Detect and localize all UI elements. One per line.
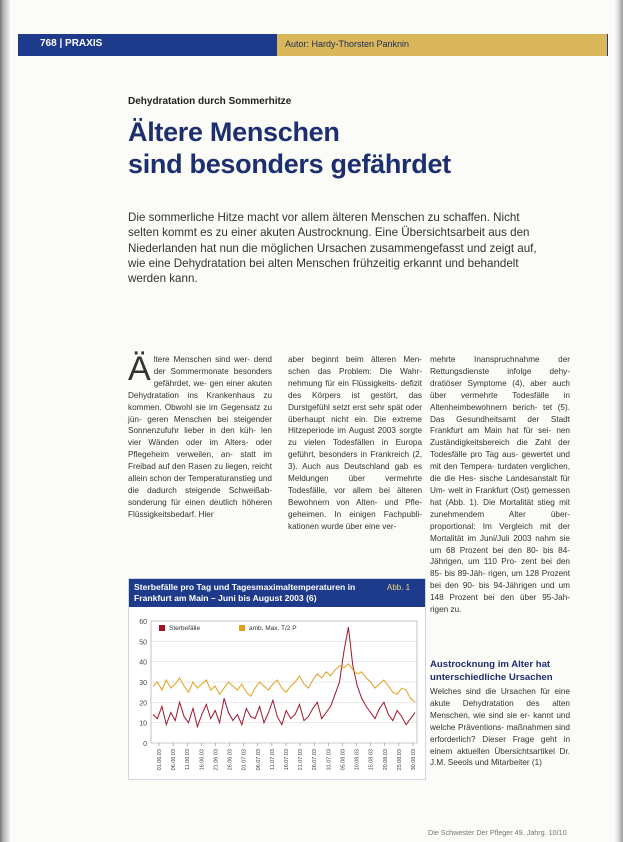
legend-swatch <box>159 625 165 631</box>
body-column-3: mehrte Inanspruchnahme der Rettungsdienste infolge dehy- dratiöser Symptome (4), aber auch über vermehrte Todesfälle in Altenheimbewohnern berich- tet (5). Das Gesundheitsamt der Stadt Frankfurt am Main hat für sei- nen Zuständigkeitsbereich die Zahl der Todesfälle pro Tag aus- gewertet und mit den Tempera- turdaten verglichen, die die Hes- sische Landesanstalt für Um- welt in Frankfurt (Ost) gemessen hat (Abb. 1). Die Mortalität stieg mit zunehmendem Alter über- proportional: Im Vergleich mit der Mortalität im Juni/Juli 2003 nahm sie um 68 Prozent bei den 80- bis 84-Jährigen, um 110 Pro- zent bei den 85- bis 89-Jäh- rigen, um 128 Prozent bei den 90- bis 94-Jährigen und um 148 Prozent bei den über 95-Jah- rigen zu. <box>430 355 570 615</box>
y-tick-label: 30 <box>139 680 147 687</box>
y-tick-label: 0 <box>143 741 147 748</box>
body-column-1-text: ltere Menschen sind wer- dend der Sommermonate besonders gefährdet, we- gen einer akuten Dehydratation ins Krankenhaus zu kommen. Obwohl sie im Gegensatz zu jün- geren Menschen bei steigender Sonnenzufuhr lieber in den küh- len vier Wänden oder im Alters- oder Pflegeheim verweilen, an- statt im Freibad auf den Rasen zu liegen, reicht allein schon der Temperaturanstieg und die dadurch steigende Schweißab- sonderung für einen deutlich höheren Flüssigkeitsbedarf. Hier <box>128 355 272 519</box>
drop-cap: Ä <box>128 350 151 388</box>
x-tick-label: 31.07.03 <box>326 749 333 771</box>
section-label: 768 | PRAXIS <box>40 38 103 49</box>
x-tick-label: 05.08.03 <box>340 749 347 771</box>
y-tick-label: 10 <box>139 720 147 728</box>
page-footer: Die Schwester Der Pfleger 49. Jahrg. 10/10 <box>428 828 567 837</box>
page-edge-shadow <box>615 0 623 842</box>
article-kicker: Dehydratation durch Sommerhitze <box>128 96 292 107</box>
author-label: Autor: Hardy-Thorsten Panknin <box>285 39 410 49</box>
line-chart <box>129 607 425 779</box>
x-tick-label: 16.06.03 <box>199 749 206 771</box>
figure-tag: Abb. 1 <box>387 583 411 592</box>
x-tick-label: 11.06.03 <box>185 749 192 771</box>
x-tick-label: 26.07.03 <box>312 749 319 771</box>
legend-label: Sterbefälle <box>169 625 201 632</box>
y-tick-label: 40 <box>139 659 147 667</box>
y-tick-label: 60 <box>139 619 147 626</box>
x-tick-label: 21.06.03 <box>213 749 220 771</box>
x-tick-label: 30.08.03 <box>411 749 417 771</box>
x-tick-label: 01.06.03 <box>157 749 163 771</box>
article-headline <box>128 116 548 180</box>
y-tick-label: 50 <box>139 639 147 647</box>
x-tick-label: 26.06.03 <box>227 749 234 771</box>
legend-swatch <box>239 625 245 631</box>
x-tick-label: 06.07.03 <box>255 749 262 771</box>
page-spine-shadow <box>0 0 10 842</box>
figure-title: Sterbefälle pro Tag und Tagesmaximaltemperaturen in Frankfurt am Main – Juni bis August 2003 (6) <box>134 582 356 603</box>
body-column-2: aber beginnt beim älteren Men- schen das Problem: Die Wahr- nehmung für ein Flüssigkeits- defizit des Körpers ist gestört, das Durstgefühl setzt erst sehr spät oder überhaupt nicht ein. Die extreme Hitzeperiode im August 2003 sorgte zu vielen Todesfällen in Europa geführt, besonders in Frankreich (2, 3). Auch aus Deutschland gab es Meldungen über vermehrte Todesfälle, vor allem bei älteren Bewohnern von Alten- und Pfle- geheimen. In einigen Fachpubli- kationen wurde über eine ver- <box>288 355 422 531</box>
y-tick-label: 20 <box>139 700 147 708</box>
x-tick-label: 11.07.03 <box>269 749 276 771</box>
x-tick-label: 06.06.03 <box>171 749 178 771</box>
body-column-3-continued: Welches sind die Ursachen für eine akute Dehydratation des alten Menschen, wie sind sie er- kannt und welche Präventions- maßnahmen sind erforderlich? Dieser Frage geht in einem aktuellen Übersichtsartikel Dr. J.M. Seeols und Mitarbeiter (1) <box>430 687 570 768</box>
x-tick-label: 20.08.03 <box>382 749 389 771</box>
figure-box <box>128 578 426 780</box>
x-tick-label: 15.08.03 <box>368 749 375 771</box>
article-lead: Die sommerliche Hitze macht vor allem älteren Menschen zu schaffen. Nicht selten kommt es zu einer akuten Austrocknung. Eine Übersichtsarbeit aus den Niederlanden hat nun die möglichen Ursachen zusammengefasst und zeigt auf, wie eine Dehydratation bei alten Menschen frühzeitig erkannt und behandelt werden kann. <box>128 211 537 286</box>
x-tick-label: 25.08.03 <box>396 749 403 771</box>
x-tick-label: 16.07.03 <box>284 749 290 771</box>
section-subhead: Austrocknung im Alter hat unterschiedliche Ursachen <box>430 659 553 683</box>
headline-line-1: Ältere Menschen <box>128 117 340 147</box>
x-tick-label: 21.07.03 <box>298 749 305 771</box>
legend-label: amb. Max. T/2 P <box>249 625 297 632</box>
x-tick-label: 10.08.03 <box>354 749 361 771</box>
headline-line-2: sind besonders gefährdet <box>128 149 451 179</box>
body-column-1 <box>128 350 272 521</box>
x-tick-label: 01.07.03 <box>241 749 248 771</box>
